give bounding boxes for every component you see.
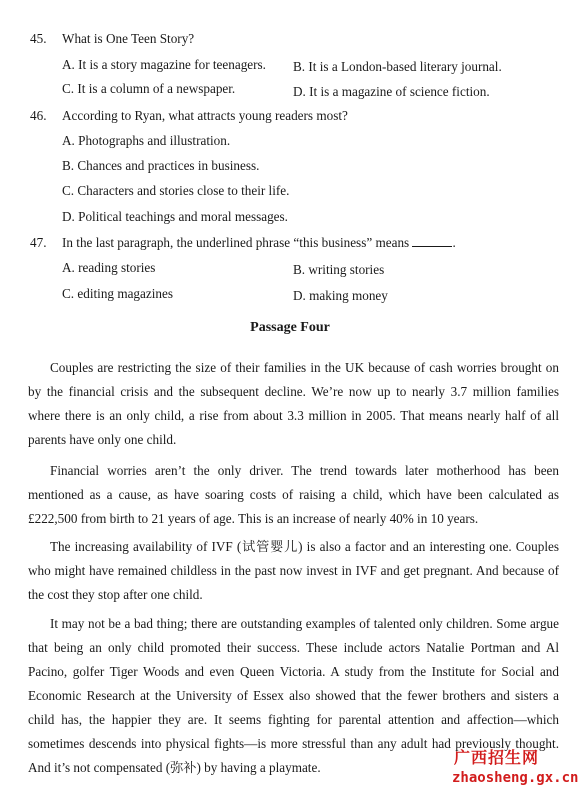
answer-blank — [412, 236, 452, 247]
question-47-text: In the last paragraph, the underlined phrase “this business” means . — [62, 235, 456, 250]
question-number: 46. — [30, 108, 47, 123]
question-45-stem: What is One Teen Story? — [62, 31, 195, 46]
watermark-url: zhaosheng.gx.cn — [452, 770, 579, 786]
question-45-text — [62, 31, 194, 47]
passage-paragraph — [28, 535, 559, 607]
option-d: D. making money — [293, 288, 388, 303]
option-c: C. Characters and stories close to their life. — [62, 183, 290, 198]
option-b: B. Chances and practices in business. — [62, 158, 260, 173]
option-c: C. editing magazines — [62, 286, 173, 301]
question-number: 47. — [30, 235, 47, 250]
paragraph-text: It may not be a bad thing; there are outstanding examples of talented only children. Some argue that being an only child promoted their success. These include actors Natalie Portman and Al Pacino, golfer Tiger Woods and even Queen Victoria. A study from the Institute for Social and Economic Research at the University of Essex also showed that the fewer brothers and sisters a child has, the happier they are. It seems fighting for parental attention and affection—which sometimes descends into physical fights—is more stressful than any adult had previously thought. And it’s not compensated (弥补) by having a playmate. — [28, 616, 559, 775]
passage-title: Passage Four — [250, 320, 330, 335]
option-a: A. reading stories — [62, 260, 156, 275]
question-46-text: According to Ryan, what attracts young readers most? — [62, 108, 348, 123]
question-number: 45. — [30, 31, 47, 46]
option-d: D. Political teachings and moral messages. — [62, 209, 288, 224]
paragraph-text: Couples are restricting the size of their families in the UK because of cash worries brought on by the financial crisis and the subsequent decline. We’re now up to nearly 3.7 million families where there is an only child, a rise from about 3.3 million in 2005. That means nearly half of all parents have only one child. — [28, 360, 559, 447]
option-a: A. It is a story magazine for teenagers. — [62, 57, 266, 72]
passage-paragraph — [28, 356, 559, 452]
paragraph-text: Financial worries aren’t the only driver. The trend towards later motherhood has been mentioned as a cause, as have soaring costs of raising a child, which have been calculated as £222,500 from birth to 21 years of age. This is an increase of nearly 40% in 10 years. — [28, 463, 559, 526]
option-b: B. It is a London-based literary journal. — [293, 59, 502, 74]
option-d: D. It is a magazine of science fiction. — [293, 84, 490, 99]
passage-paragraph — [28, 459, 559, 531]
question-47-stem: In the last paragraph, the underlined phrase “this business” means — [62, 235, 410, 250]
paragraph-text: The increasing availability of IVF (试管婴儿) is also a factor and an interesting one. Couples who might have remained childless in the past now invest in IVF and get pregnant. And because of the cost they stop after one child. — [28, 539, 559, 602]
option-b: B. writing stories — [293, 262, 385, 277]
watermark-logo-text: 广西招生网 — [454, 748, 540, 767]
option-c: C. It is a column of a newspaper. — [62, 81, 236, 96]
option-a: A. Photographs and illustration. — [62, 133, 231, 148]
